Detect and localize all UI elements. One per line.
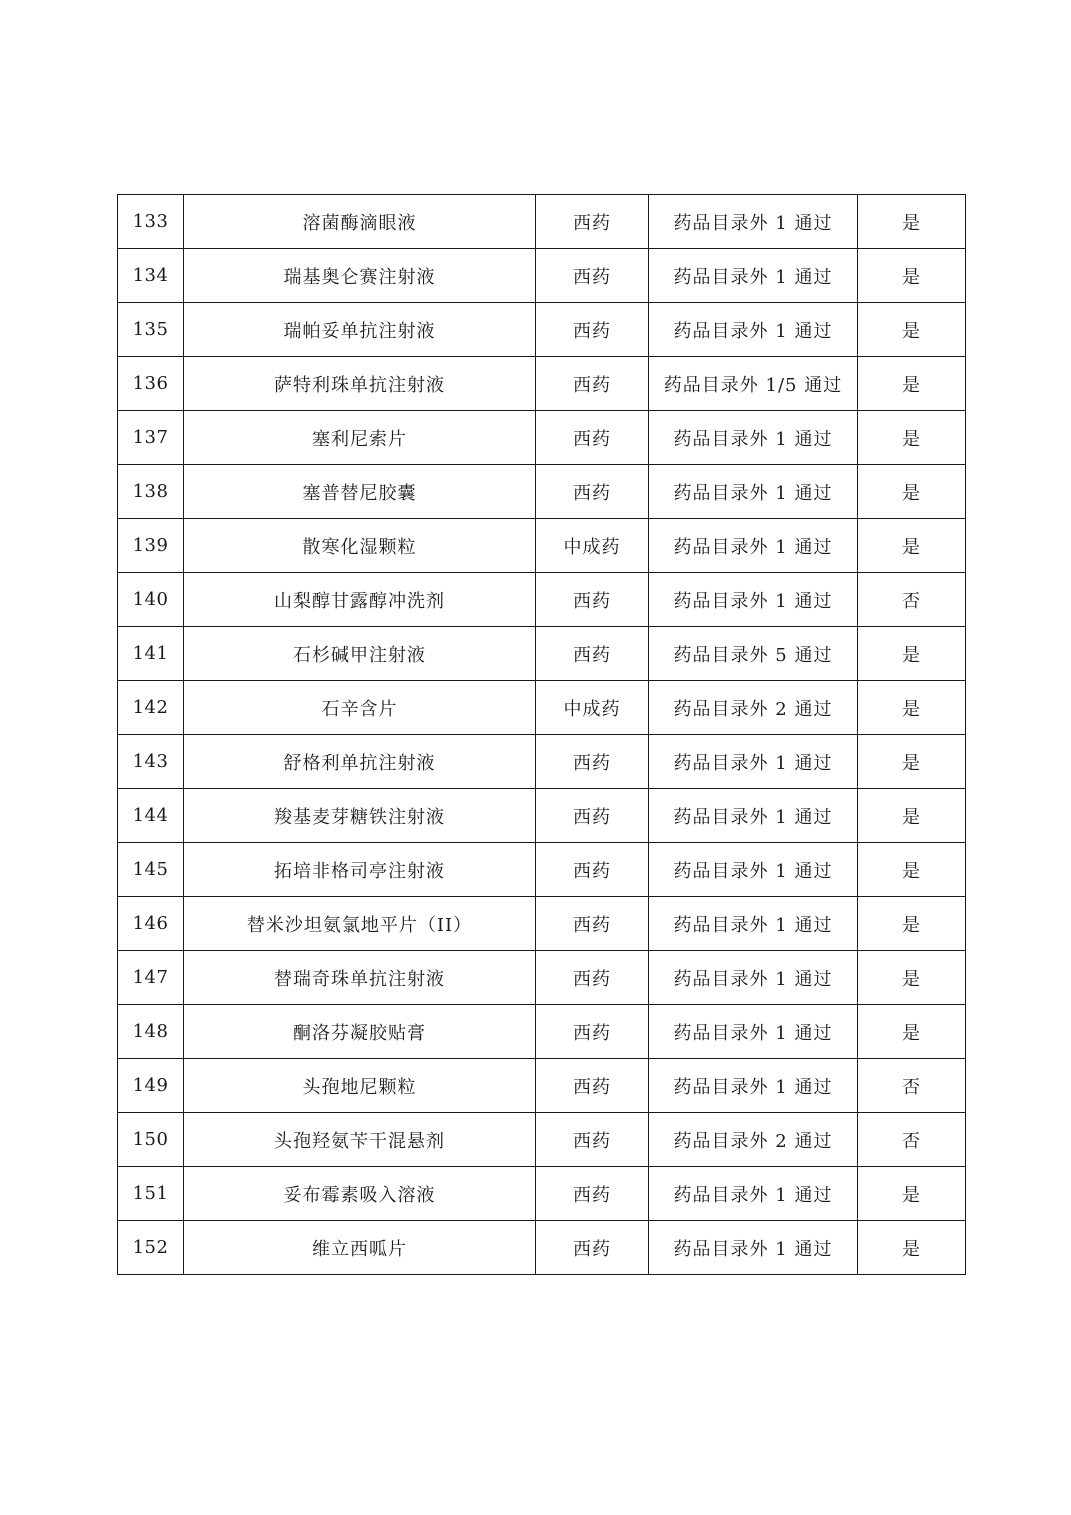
row-number: 137	[118, 411, 184, 465]
table-row	[118, 735, 966, 789]
drug-category: 西药	[536, 1221, 649, 1275]
review-result: 药品目录外 1 通过	[649, 1005, 858, 1059]
drug-name: 瑞基奥仑赛注射液	[184, 249, 536, 303]
result-flag: 是	[858, 195, 966, 249]
drug-category: 西药	[536, 1059, 649, 1113]
result-flag: 是	[858, 357, 966, 411]
review-result: 药品目录外 1 通过	[649, 897, 858, 951]
drug-name: 萨特利珠单抗注射液	[184, 357, 536, 411]
row-number: 147	[118, 951, 184, 1005]
drug-name: 石杉碱甲注射液	[184, 627, 536, 681]
table-row	[118, 627, 966, 681]
drug-category: 西药	[536, 303, 649, 357]
result-flag: 是	[858, 249, 966, 303]
review-result: 药品目录外 2 通过	[649, 681, 858, 735]
drug-category: 西药	[536, 951, 649, 1005]
review-result: 药品目录外 1 通过	[649, 303, 858, 357]
row-number: 151	[118, 1167, 184, 1221]
drug-category: 西药	[536, 195, 649, 249]
table-row	[118, 843, 966, 897]
row-number: 140	[118, 573, 184, 627]
table-row	[118, 1221, 966, 1275]
row-number: 133	[118, 195, 184, 249]
result-flag: 是	[858, 465, 966, 519]
result-flag: 是	[858, 1221, 966, 1275]
result-flag: 是	[858, 519, 966, 573]
drug-name: 头孢羟氨苄干混悬剂	[184, 1113, 536, 1167]
drug-name: 头孢地尼颗粒	[184, 1059, 536, 1113]
drug-category: 西药	[536, 843, 649, 897]
drug-name: 拓培非格司亭注射液	[184, 843, 536, 897]
review-result: 药品目录外 5 通过	[649, 627, 858, 681]
drug-category: 西药	[536, 1167, 649, 1221]
drug-category: 西药	[536, 1005, 649, 1059]
table-row	[118, 411, 966, 465]
review-result: 药品目录外 1 通过	[649, 789, 858, 843]
drug-category: 西药	[536, 789, 649, 843]
table-row	[118, 681, 966, 735]
result-flag: 是	[858, 681, 966, 735]
row-number: 148	[118, 1005, 184, 1059]
drug-category: 西药	[536, 573, 649, 627]
drug-name: 替瑞奇珠单抗注射液	[184, 951, 536, 1005]
table-row	[118, 357, 966, 411]
review-result: 药品目录外 1/5 通过	[649, 357, 858, 411]
drug-category: 中成药	[536, 519, 649, 573]
drug-name: 溶菌酶滴眼液	[184, 195, 536, 249]
result-flag: 是	[858, 1005, 966, 1059]
row-number: 134	[118, 249, 184, 303]
drug-category: 西药	[536, 465, 649, 519]
row-number: 145	[118, 843, 184, 897]
result-flag: 是	[858, 411, 966, 465]
drug-category: 西药	[536, 897, 649, 951]
review-result: 药品目录外 1 通过	[649, 1221, 858, 1275]
drug-category: 西药	[536, 357, 649, 411]
result-flag: 是	[858, 627, 966, 681]
drug-name: 石辛含片	[184, 681, 536, 735]
drug-category: 西药	[536, 249, 649, 303]
row-number: 138	[118, 465, 184, 519]
result-flag: 是	[858, 843, 966, 897]
review-result: 药品目录外 1 通过	[649, 465, 858, 519]
result-flag: 是	[858, 303, 966, 357]
row-number: 144	[118, 789, 184, 843]
row-number: 142	[118, 681, 184, 735]
table-row	[118, 249, 966, 303]
result-flag: 是	[858, 951, 966, 1005]
drug-list-table	[117, 194, 966, 1275]
row-number: 141	[118, 627, 184, 681]
row-number: 136	[118, 357, 184, 411]
table-row	[118, 897, 966, 951]
review-result: 药品目录外 1 通过	[649, 951, 858, 1005]
table-row	[118, 519, 966, 573]
table-row	[118, 303, 966, 357]
drug-category: 西药	[536, 411, 649, 465]
drug-name: 塞利尼索片	[184, 411, 536, 465]
drug-category: 中成药	[536, 681, 649, 735]
row-number: 150	[118, 1113, 184, 1167]
drug-name: 羧基麦芽糖铁注射液	[184, 789, 536, 843]
review-result: 药品目录外 1 通过	[649, 1167, 858, 1221]
result-flag: 是	[858, 735, 966, 789]
row-number: 146	[118, 897, 184, 951]
result-flag: 否	[858, 1059, 966, 1113]
row-number: 149	[118, 1059, 184, 1113]
drug-category: 西药	[536, 1113, 649, 1167]
table-row	[118, 951, 966, 1005]
drug-name: 山梨醇甘露醇冲洗剂	[184, 573, 536, 627]
result-flag: 否	[858, 1113, 966, 1167]
review-result: 药品目录外 1 通过	[649, 1059, 858, 1113]
result-flag: 是	[858, 789, 966, 843]
drug-category: 西药	[536, 627, 649, 681]
review-result: 药品目录外 1 通过	[649, 249, 858, 303]
review-result: 药品目录外 2 通过	[649, 1113, 858, 1167]
table-row	[118, 573, 966, 627]
row-number: 139	[118, 519, 184, 573]
drug-name: 维立西呱片	[184, 1221, 536, 1275]
result-flag: 是	[858, 1167, 966, 1221]
review-result: 药品目录外 1 通过	[649, 573, 858, 627]
row-number: 135	[118, 303, 184, 357]
result-flag: 是	[858, 897, 966, 951]
table-row	[118, 1113, 966, 1167]
table-row	[118, 1005, 966, 1059]
review-result: 药品目录外 1 通过	[649, 411, 858, 465]
table-body	[118, 195, 966, 1275]
drug-name: 散寒化湿颗粒	[184, 519, 536, 573]
table-row	[118, 1059, 966, 1113]
drug-name: 塞普替尼胶囊	[184, 465, 536, 519]
drug-name: 舒格利单抗注射液	[184, 735, 536, 789]
table-row	[118, 465, 966, 519]
drug-name: 妥布霉素吸入溶液	[184, 1167, 536, 1221]
drug-name: 酮洛芬凝胶贴膏	[184, 1005, 536, 1059]
review-result: 药品目录外 1 通过	[649, 735, 858, 789]
review-result: 药品目录外 1 通过	[649, 843, 858, 897]
table-row	[118, 1167, 966, 1221]
review-result: 药品目录外 1 通过	[649, 195, 858, 249]
drug-name: 替米沙坦氨氯地平片（II）	[184, 897, 536, 951]
table-row	[118, 789, 966, 843]
review-result: 药品目录外 1 通过	[649, 519, 858, 573]
drug-category: 西药	[536, 735, 649, 789]
table-row	[118, 195, 966, 249]
row-number: 152	[118, 1221, 184, 1275]
drug-name: 瑞帕妥单抗注射液	[184, 303, 536, 357]
row-number: 143	[118, 735, 184, 789]
result-flag: 否	[858, 573, 966, 627]
